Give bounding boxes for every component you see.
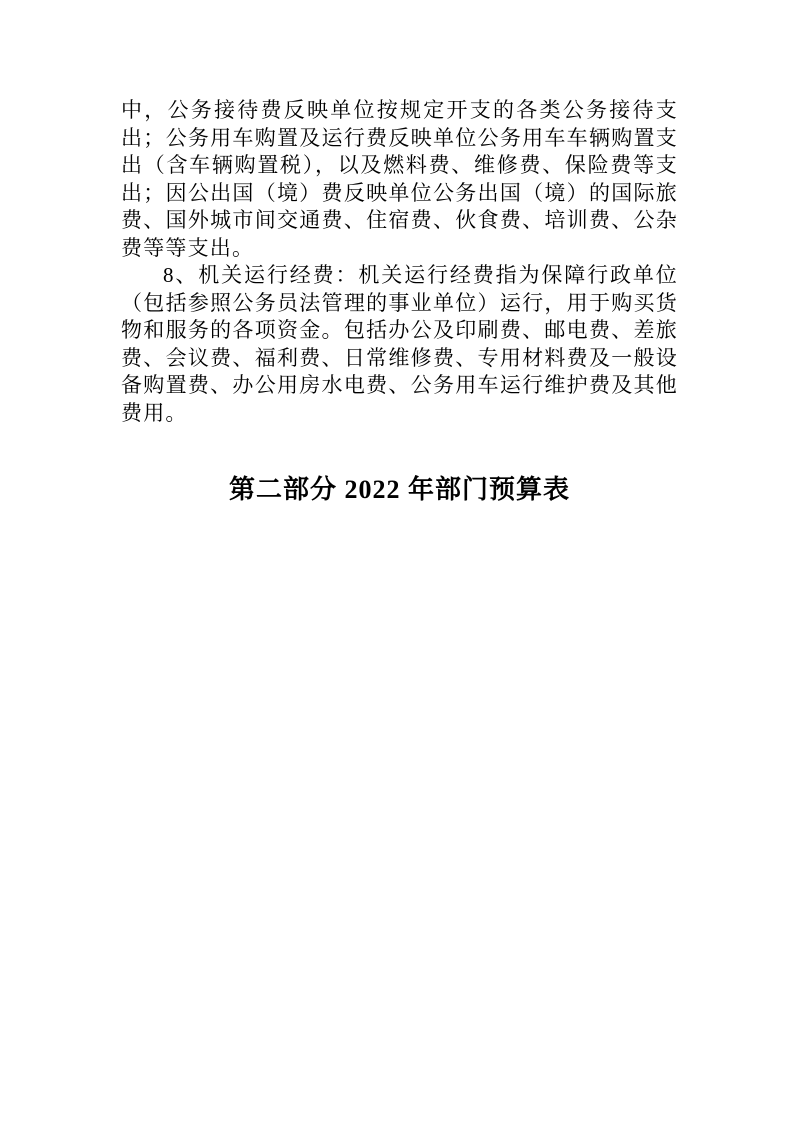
- paragraph-official-expenses-continuation: 中，公务接待费反映单位按规定开支的各类公务接待支出；公务用车购置及运行费反映单位公务用车车辆购置支出（含车辆购置税），以及燃料费、维修费、保险费等支出；因公出国（境）费反映单位公务出国（境）的国际旅费、国外城市间交通费、住宿费、伙食费、培训费、公杂费等等支出。: [121, 98, 678, 260]
- section-heading-part-two-budget-tables: 第二部分 2022 年部门预算表: [228, 475, 570, 504]
- paragraph-item-8-operating-funds: 8、机关运行经费：机关运行经费指为保障行政单位（包括参照公务员法管理的事业单位）运行，用于购买货物和服务的各项资金。包括办公及印刷费、邮电费、差旅费、会议费、福利费、日常维修费、专用材料费及一般设备购置费、办公用房水电费、公务用车运行维护费及其他费用。: [121, 263, 678, 425]
